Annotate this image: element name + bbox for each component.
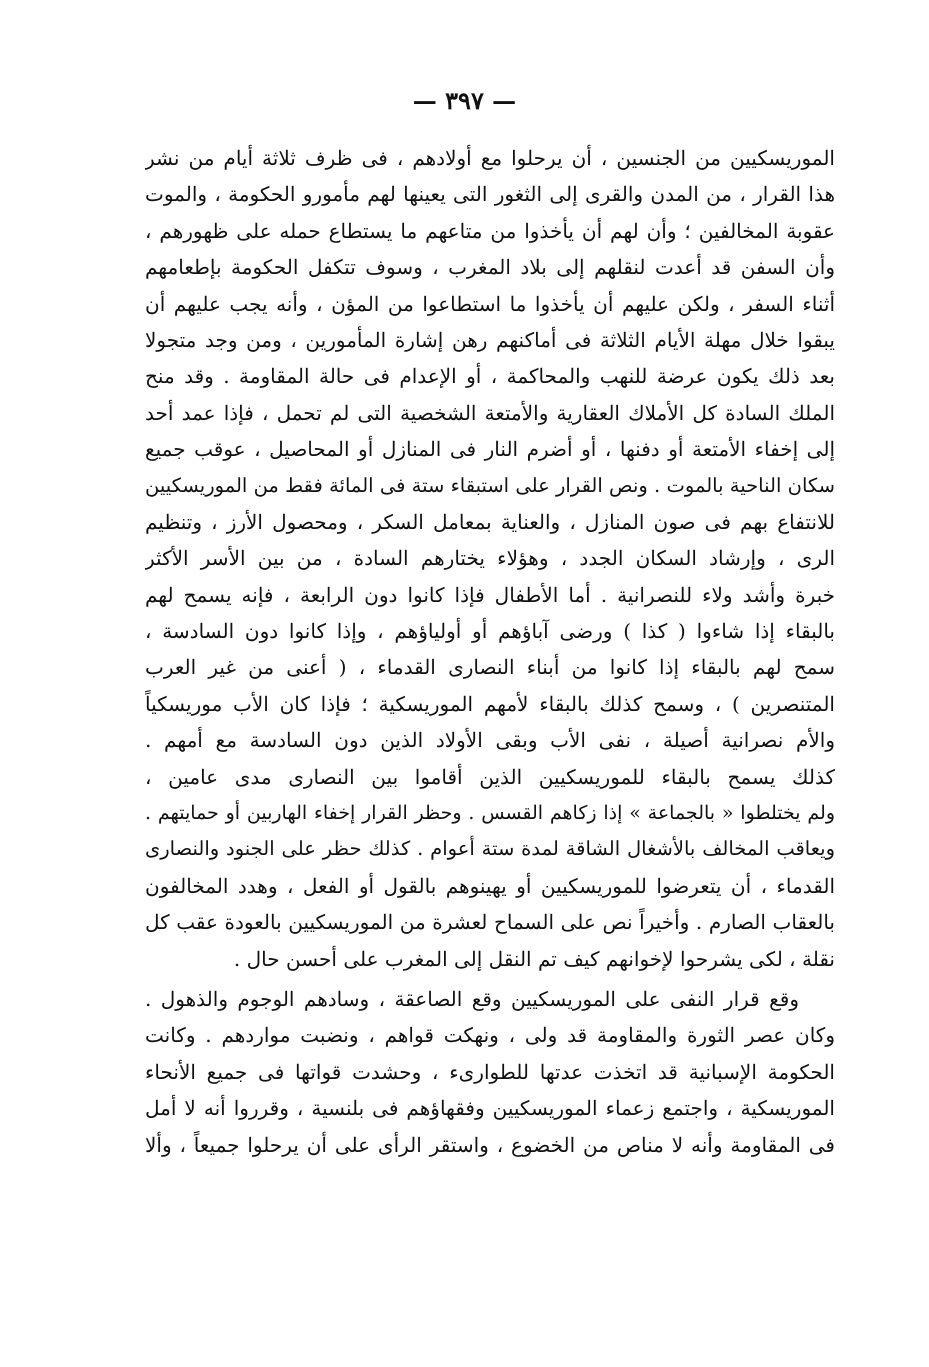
text-line: عقوبة المخالفين ؛ وأن لهم أن يأخذوا من متاعهم ما يستطاع حمله على ظهورهم ، [145,218,835,243]
text-line: بالعقاب الصارم . وأخيراً نص على السماح لعشرة من الموريسكيين بالعودة عقب كل [145,910,835,935]
text-line: أثناء السفر ، ولكن عليهم أن يأخذوا ما استطاعوا من المؤن ، وأنه يجب عليهم أن [145,291,835,316]
text-line: والأم نصرانية أصيلة ، نفى الأب وبقى الأولاد الذين دون السادسة مع أمهم . [145,728,835,753]
text-line: بعد ذلك يكون عرضة للنهب والمحاكمة ، أو الإعدام فى حالة المقاومة . وقد منح [145,364,835,389]
text-line: الموريسكيين من الجنسين ، أن يرحلوا مع أولادهم ، فى ظرف ثلاثة أيام من نشر [145,146,835,170]
text-line: كذلك يسمح بالبقاء للموريسكيين الذين أقاموا بين النصارى مدى عامين ، [145,764,835,789]
page-number: — ٣٩٧ — [412,86,517,115]
text-line: القدماء ، أن يتعرضوا للموريسكيين أو يهينوهم بالقول أو الفعل ، وهدد المخالفون [145,873,835,898]
text-line: بالبقاء إذا شاءوا ( كذا ) ورضى آباؤهم أو أولياؤهم ، وإذا كانوا دون السادسة ، [145,619,835,644]
text-body [145,140,835,1163]
text-line: الملك السادة كل الأملاك العقارية والأمتعة الشخصية التى لم تحمل ، فإذا عمد أحد [145,400,835,425]
text-line: الموريسكية ، واجتمع زعماء الموريسكيين وفقهاؤهم فى بلنسية ، وقرروا أنه لا أمل [145,1096,835,1121]
text-line: المتنصرين ) ، وسمح كذلك بالبقاء لأمهم الموريسكية ؛ فإذا كان الأب موريسكياً [145,691,835,716]
text-line: ولم يختلطوا « بالجماعة » إذا زكاهم القسس . وحظر القرار إخفاء الهاربين أو حمايتهم . [145,802,835,825]
text-line: للانتفاع بهم فى صون المنازل ، والعناية بمعامل السكر ، ومحصول الأرز ، وتنظيم [145,509,835,534]
text-line: نقلة ، لكى يشرحوا لإخوانهم كيف تم النقل إلى المغرب على أحسن حال . [233,946,835,971]
text-line: سكان الناحية بالموت . ونص القرار على استبقاء ستة فى المائة فقط من الموريسكيين [145,473,835,497]
paragraph [145,981,835,1163]
text-line: الرى ، وإرشاد السكان الجدد ، وهؤلاء يختارهم السادة ، من بين الأسر الأكثر [145,546,835,571]
text-line: الحكومة الإسبانية قد اتخذت عدتها للطوارىء ، وحشدت قواتها فى جميع الأنحاء [145,1059,835,1084]
text-line: إلى إخفاء الأمتعة أو دفنها ، أو أضرم النار فى المنازل أو المحاصيل ، عوقب جميع [145,437,835,462]
text-line: سمح لهم بالبقاء إذا كانوا من أبناء النصارى القدماء ، ( أعنى من غير العرب [145,655,835,680]
text-line: ويعاقب المخالف بالأشغال الشاقة لمدة ستة أعوام . كذلك حظر على الجنود والنصارى [145,837,835,861]
paragraph [145,140,835,977]
text-line: وكان عصر الثورة والمقاومة قد ولى ، ونهكت قواهم ، ونضبت مواردهم . وكانت [145,1023,835,1048]
text-line: هذا القرار ، من المدن والقرى إلى الثغور التى يعينها لهم مأمورو الحكومة ، والموت [145,182,835,207]
text-line: خبرة وأشد ولاء للنصرانية . أما الأطفال فإذا كانوا دون الرابعة ، فإنه يسمح لهم [145,582,835,607]
text-line: فى المقاومة وأنه لا مناص من الخضوع ، واستقر الرأى على أن يرحلوا جميعاً ، وألا [145,1132,835,1157]
text-line: وقع قرار النفى على الموريسكيين وقع الصاعقة ، وسادهم الوجوم والذهول . [145,986,799,1011]
text-line: وأن السفن قد أعدت لنقلهم إلى بلاد المغرب ، وسوف تتكفل الحكومة بإطعامهم [145,255,835,280]
text-line: يبقوا خلال مهلة الأيام الثلاثة فى أماكنهم رهن إشارة المأمورين ، ومن وجد متجولا [145,327,835,352]
